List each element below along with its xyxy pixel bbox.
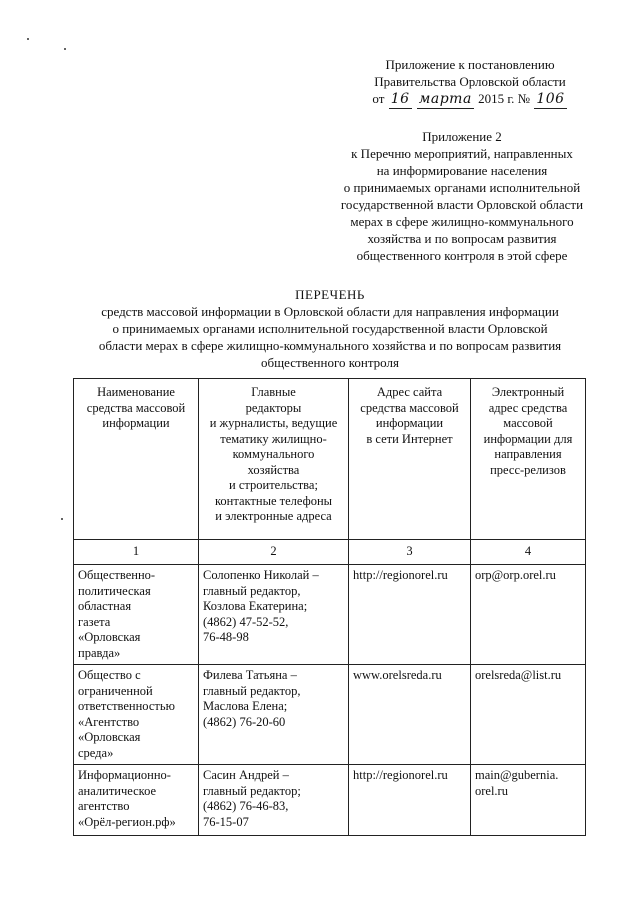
media-name-cell: Общественно- политическая областная газета «Орловская правда» [74,565,199,665]
appendix-2-title: Приложение 2 [422,129,502,144]
email-cell: orelsreda@list.ru [471,665,586,765]
handwritten-number: 106 [536,91,565,107]
editors-cell: Сасин Андрей – главный редактор; (4862) 76-46-83, 76-15-07 [199,765,349,836]
year-text: 2015 г. № [478,91,531,106]
document-subtitle: средств массовой информации в Орловской области для направления информации о принимаемых органами исполнительной государственной власти Орловской области мерах в сфере жилищно-коммунального хозяйства и по вопросам развития общественного контроля [98,304,562,370]
approval-line-2: Правительства Орловской области [374,74,566,89]
approval-note [345,56,595,109]
editors-cell: Филева Татьяна – главный редактор, Маслова Елена; (4862) 76-20-60 [199,665,349,765]
table-row [74,665,586,765]
scan-speck [64,48,66,50]
email-cell: main@gubernia. orel.ru [471,765,586,836]
column-number: 3 [349,540,471,565]
column-number-row [74,540,586,565]
header-website: Адрес сайта средства массовой информации в сети Интернет [349,379,471,540]
header-email: Электронный адрес средства массовой информации для направления пресс-релизов [471,379,586,540]
scan-speck [27,38,29,40]
handwritten-day: 16 [390,91,410,107]
order-date-line [345,90,595,109]
document-heading [60,286,600,371]
column-number: 1 [74,540,199,565]
website-cell: http://regionorel.ru [349,765,471,836]
appendix-2-body: к Перечню мероприятий, направленных на информирование населения о принимаемых органами исполнительной государственной власти Орловской области мерах в сфере жилищно-коммунального хозяйства и по вопросам развития общественного контроля в этой сфере [340,146,584,263]
scan-speck [61,518,63,520]
media-list-table [73,378,586,836]
handwritten-month: марта [418,91,472,107]
editors-cell: Солопенко Николай – главный редактор, Козлова Екатерина; (4862) 47-52-52, 76-48-98 [199,565,349,665]
column-number: 4 [471,540,586,565]
media-name-cell: Информационно- аналитическое агентство «Орёл-регион.рф» [74,765,199,836]
header-media-name: Наименование средства массовой информации [74,379,199,540]
website-cell: http://regionorel.ru [349,565,471,665]
column-number: 2 [199,540,349,565]
table-header-row [74,379,586,540]
table-row [74,765,586,836]
document-title: ПЕРЕЧЕНЬ [295,287,365,302]
website-cell: www.orelsreda.ru [349,665,471,765]
approval-line-1: Приложение к постановлению [385,57,555,72]
appendix-2-note [322,124,602,264]
media-name-cell: Общество с ограниченной ответственностью «Агентство «Орловская среда» [74,665,199,765]
header-editors: Главные редакторы и журналисты, ведущие тематику жилищно- коммунального хозяйства и строительства; контактные телефоны и электронные адреса [199,379,349,540]
from-prefix: от [372,91,385,106]
table-row [74,565,586,665]
email-cell: orp@orp.orel.ru [471,565,586,665]
